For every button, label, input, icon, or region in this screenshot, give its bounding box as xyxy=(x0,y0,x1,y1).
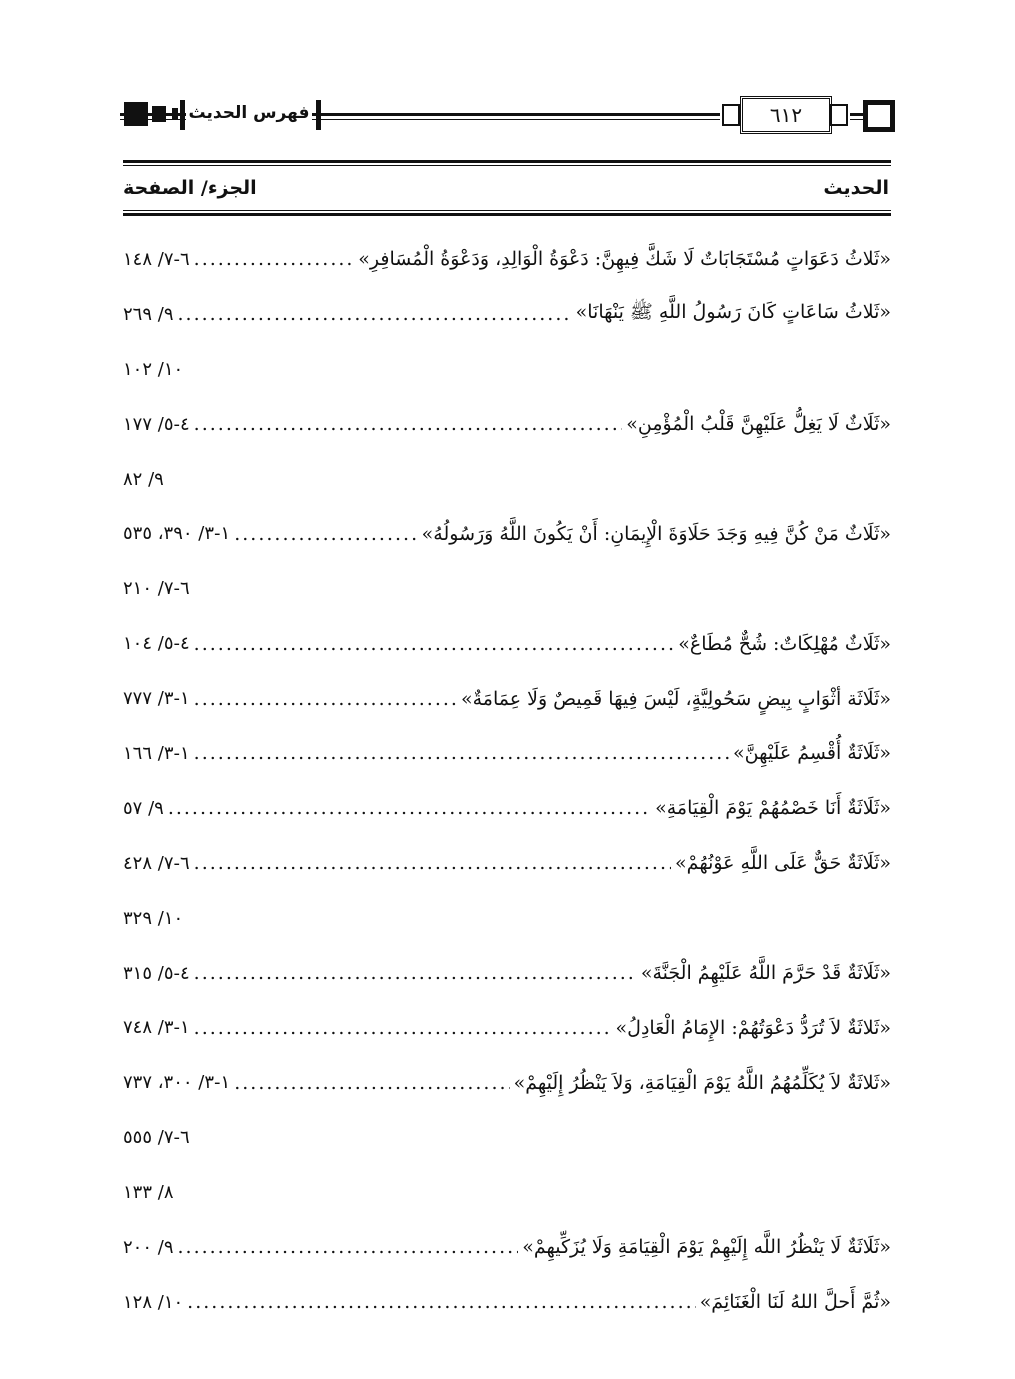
volume-page-ref: ٦-٧/ ٤٢٨ xyxy=(123,852,190,874)
volume-page-ref: ٦-٧/ ٢١٠ xyxy=(123,578,190,600)
hadith-text: «ثَلَاثَة أثْوَابٍ بِيضٍ سَحُولِيَّةٍ، لَيْسَ فِيهَا قَمِيصٌ وَلَا عِمَامَةٌ» xyxy=(460,687,891,710)
volume-page-ref: ٤-٥/ ١٧٧ xyxy=(123,413,190,435)
hadith-text: «ثَلَاثَةٌ أُقْسِمُ عَلَيْهِنَّ» xyxy=(733,742,891,765)
hadith-text: «ثَلَاثَةٌ لَا يَنْظُرُ اللَّه إِلَيْهِمْ يَوْمَ الْقِيَامَةِ وَلَا يُزَكِّيهِمْ» xyxy=(522,1236,891,1259)
index-entry xyxy=(123,781,891,836)
leader-dots xyxy=(234,1073,509,1093)
volume-page-ref: ١٠/ ٣٢٩ xyxy=(123,907,184,929)
column-rule xyxy=(123,213,891,216)
ornament-block-icon xyxy=(152,106,166,122)
section-title: فهرس الحديث xyxy=(186,96,312,130)
index-entry xyxy=(123,506,891,561)
leader-dots xyxy=(194,414,623,434)
page-number-frame xyxy=(720,94,850,134)
volume-page-ref: ١-٣/ ١٦٦ xyxy=(123,742,190,764)
hadith-text: «ثَلَاثٌ مَنْ كُنَّ فِيهِ وَجَدَ حَلَاوَةَ الْإِيمَانِ: أَنْ يَكُونَ اللَّهُ وَرَسُولُهُ» xyxy=(421,522,891,545)
index-entry xyxy=(123,946,891,1001)
index-entry xyxy=(123,1275,891,1330)
leader-dots xyxy=(177,1237,518,1257)
ornament-hollow-square-icon xyxy=(863,100,895,132)
index-entry xyxy=(123,1165,891,1220)
page-number: ٦١٢ xyxy=(740,96,832,134)
index-entry xyxy=(123,232,891,287)
hadith-text: «ثَلَاثٌ لَا يَغِلُّ عَلَيْهِنَّ قَلْبُ الْمُؤْمِنِ» xyxy=(626,413,891,436)
leader-dots xyxy=(177,304,571,324)
index-entry xyxy=(123,561,891,616)
column-rule xyxy=(123,160,891,163)
ornament-bar-icon xyxy=(316,100,321,130)
leader-dots xyxy=(194,963,637,983)
column-rule-thin xyxy=(123,165,891,166)
index-entry xyxy=(123,1220,891,1275)
volume-page-ref: ١-٣/ ٧٤٨ xyxy=(123,1017,190,1039)
leader-dots xyxy=(168,798,651,818)
volume-page-ref: ٨/ ١٣٣ xyxy=(123,1182,174,1204)
volume-page-ref: ٤-٥/ ٣١٥ xyxy=(123,962,190,984)
hadith-text: «ثَلاثُ دَعَوَاتٍ مُسْتَجَابَاتٌ لَا شَكَّ فِيهِنَّ: دَعْوَةُ الْوَالِدِ، وَدَعْوَةُ الْمُسَافِرِ» xyxy=(358,248,891,271)
index-entry xyxy=(123,891,891,946)
column-rule-thin xyxy=(123,210,891,211)
ornament-bar-icon xyxy=(172,108,178,120)
volume-page-ref: ٩/ ٥٧ xyxy=(123,797,164,819)
index-entry xyxy=(123,616,891,671)
hadith-text: «ثَلَاثَةٌ حَقٌّ عَلَى اللَّهِ عَوْنُهُمْ» xyxy=(675,852,891,875)
ornament-square-icon xyxy=(124,102,148,126)
volume-page-ref: ١-٣/ ٣٩٠، ٥٣٥ xyxy=(123,523,231,545)
volume-page-ref: ١٠/ ١٢٨ xyxy=(123,1291,184,1313)
index-entry xyxy=(123,342,891,397)
ornament-knot-icon xyxy=(722,104,740,126)
volume-page-ref: ١٠/ ١٠٢ xyxy=(123,358,184,380)
leader-dots xyxy=(194,1018,612,1038)
volume-page-ref: ٦-٧/ ٥٥٥ xyxy=(123,1127,190,1149)
hadith-text: «ثَلاثَةٌ لاَ يُكَلِّمُهُمُ اللَّهُ يَوْمَ الْقِيَامَةِ، وَلاَ يَنْظُرُ إِلَيْهِمْ» xyxy=(513,1071,891,1094)
hadith-text: «ثُمَّ أَحلَّ اللهُ لَنَا الْغَنَائِمَ» xyxy=(699,1291,891,1314)
index-entry xyxy=(123,671,891,726)
volume-page-ref: ٦-٧/ ١٤٨ xyxy=(123,248,190,270)
index-entry xyxy=(123,452,891,507)
leader-dots xyxy=(194,853,671,873)
hadith-index-list xyxy=(123,232,891,1330)
volume-page-ref: ٩/ ٨٢ xyxy=(123,468,164,490)
volume-page-ref: ١-٣/ ٣٠٠، ٧٣٧ xyxy=(123,1072,231,1094)
index-entry xyxy=(123,397,891,452)
index-entry xyxy=(123,1055,891,1110)
volume-page-ref: ٩/ ٢٠٠ xyxy=(123,1236,174,1258)
index-entry xyxy=(123,287,891,342)
running-header xyxy=(120,90,895,140)
volume-page-ref: ٤-٥/ ١٠٤ xyxy=(123,633,190,655)
volume-page-ref: ٩/ ٢٦٩ xyxy=(123,303,174,325)
column-heading-volume-page: الجزء/ الصفحة xyxy=(123,177,257,199)
index-entry xyxy=(123,1110,891,1165)
hadith-text: «ثَلَاثٌ مُهْلِكَاتٌ: شُحٌّ مُطَاعٌ» xyxy=(678,632,891,655)
index-entry xyxy=(123,836,891,891)
leader-dots xyxy=(234,524,417,544)
column-heading-hadith: الحديث xyxy=(823,177,889,199)
hadith-text: «ثَلاثُ سَاعَاتٍ كَانَ رَسُولُ اللَّهِ ﷺ يَنْهَانَا» xyxy=(575,301,891,324)
index-entry xyxy=(123,1000,891,1055)
hadith-text: «ثَلَاثَةٌ أَنَا خَصْمُهُمْ يَوْمَ الْقِيَامَةِ» xyxy=(655,797,891,820)
leader-dots xyxy=(187,1292,696,1312)
leader-dots xyxy=(194,743,729,763)
index-entry xyxy=(123,726,891,781)
leader-dots xyxy=(194,634,675,654)
ornament-bar-icon xyxy=(180,100,185,130)
hadith-text: «ثَلَاثَةٌ قَدْ حَرَّمَ اللَّهُ عَلَيْهِمُ الْجَنَّةَ» xyxy=(640,962,891,985)
ornament-knot-icon xyxy=(830,104,848,126)
hadith-text: «ثَلاثَةٌ لاَ تُرَدُّ دَعْوَتُهُمْ: الإِمَامُ الْعَادِلُ» xyxy=(615,1016,891,1039)
volume-page-ref: ١-٣/ ٧٧٧ xyxy=(123,688,190,710)
leader-dots xyxy=(194,689,457,709)
leader-dots xyxy=(194,249,355,269)
